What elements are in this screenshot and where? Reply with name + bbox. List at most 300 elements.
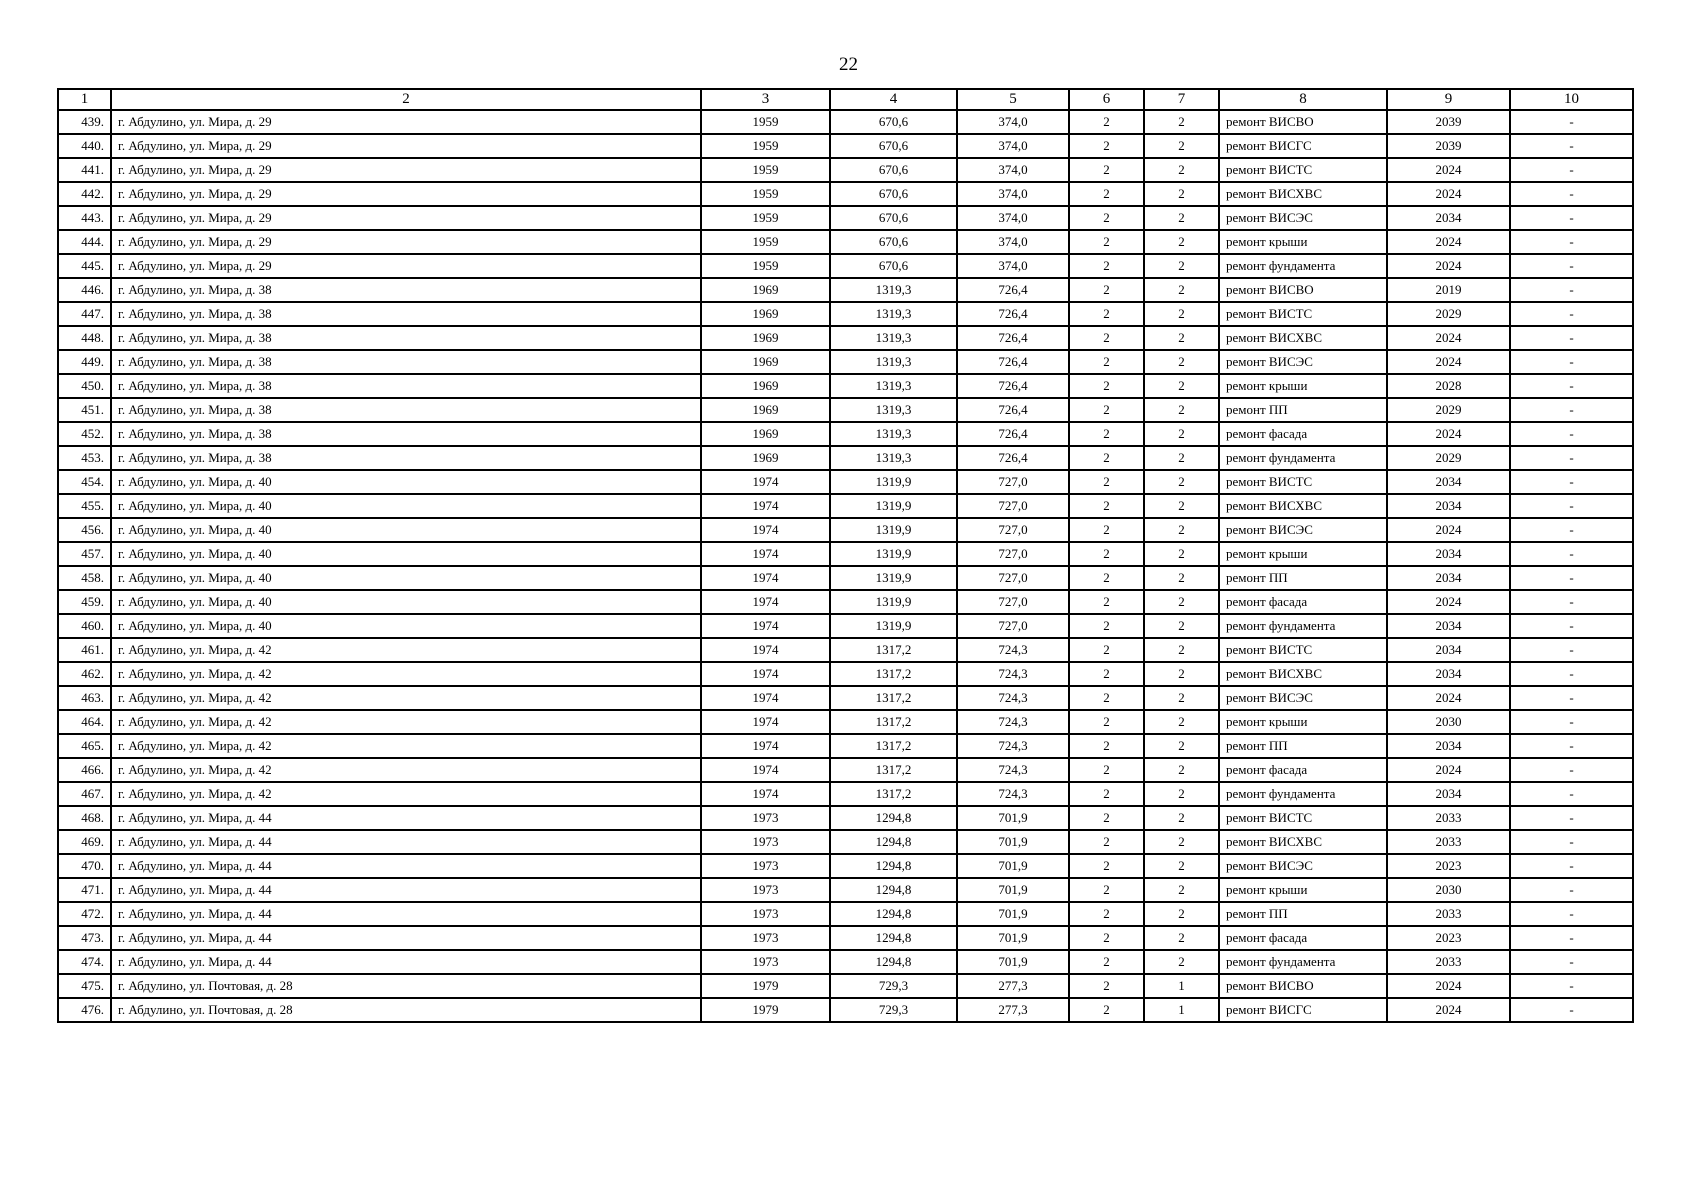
row-number-cell: 442. xyxy=(58,182,111,206)
address-cell: г. Абдулино, ул. Мира, д. 44 xyxy=(111,902,701,926)
floors-cell: 2 xyxy=(1069,398,1144,422)
year-built-cell: 1974 xyxy=(701,686,830,710)
planned-year-cell: 2034 xyxy=(1387,206,1510,230)
planned-year-cell: 2023 xyxy=(1387,926,1510,950)
row-number-cell: 462. xyxy=(58,662,111,686)
work-type-cell: ремонт ВИСТС xyxy=(1219,158,1387,182)
address-cell: г. Абдулино, ул. Мира, д. 38 xyxy=(111,302,701,326)
table-row xyxy=(58,758,1633,782)
work-type-cell: ремонт фундамента xyxy=(1219,950,1387,974)
year-built-cell: 1974 xyxy=(701,614,830,638)
entrances-cell: 2 xyxy=(1144,470,1219,494)
floors-cell: 2 xyxy=(1069,542,1144,566)
table-row xyxy=(58,686,1633,710)
note-cell: - xyxy=(1510,950,1633,974)
address-cell: г. Абдулино, ул. Мира, д. 38 xyxy=(111,446,701,470)
work-type-cell: ремонт фундамента xyxy=(1219,254,1387,278)
year-built-cell: 1959 xyxy=(701,182,830,206)
living-area-cell: 724,3 xyxy=(957,662,1069,686)
entrances-cell: 2 xyxy=(1144,566,1219,590)
work-type-cell: ремонт ВИСЭС xyxy=(1219,686,1387,710)
row-number-cell: 465. xyxy=(58,734,111,758)
address-cell: г. Абдулино, ул. Мира, д. 40 xyxy=(111,590,701,614)
row-number-cell: 455. xyxy=(58,494,111,518)
work-type-cell: ремонт крыши xyxy=(1219,374,1387,398)
planned-year-cell: 2034 xyxy=(1387,782,1510,806)
row-number-cell: 456. xyxy=(58,518,111,542)
planned-year-cell: 2033 xyxy=(1387,806,1510,830)
table-row xyxy=(58,494,1633,518)
table-row xyxy=(58,278,1633,302)
work-type-cell: ремонт ПП xyxy=(1219,566,1387,590)
total-area-cell: 1319,9 xyxy=(830,542,957,566)
total-area-cell: 1294,8 xyxy=(830,950,957,974)
work-type-cell: ремонт ВИСВО xyxy=(1219,110,1387,134)
floors-cell: 2 xyxy=(1069,470,1144,494)
table-row xyxy=(58,638,1633,662)
row-number-cell: 453. xyxy=(58,446,111,470)
address-cell: г. Абдулино, ул. Мира, д. 42 xyxy=(111,758,701,782)
living-area-cell: 701,9 xyxy=(957,830,1069,854)
floors-cell: 2 xyxy=(1069,134,1144,158)
year-built-cell: 1974 xyxy=(701,518,830,542)
row-number-cell: 439. xyxy=(58,110,111,134)
total-area-cell: 1294,8 xyxy=(830,854,957,878)
total-area-cell: 1319,9 xyxy=(830,494,957,518)
living-area-cell: 726,4 xyxy=(957,446,1069,470)
floors-cell: 2 xyxy=(1069,734,1144,758)
floors-cell: 2 xyxy=(1069,254,1144,278)
address-cell: г. Абдулино, ул. Мира, д. 40 xyxy=(111,614,701,638)
living-area-cell: 727,0 xyxy=(957,614,1069,638)
planned-year-cell: 2033 xyxy=(1387,902,1510,926)
address-cell: г. Абдулино, ул. Мира, д. 29 xyxy=(111,254,701,278)
planned-year-cell: 2024 xyxy=(1387,350,1510,374)
row-number-cell: 472. xyxy=(58,902,111,926)
entrances-cell: 2 xyxy=(1144,278,1219,302)
entrances-cell: 2 xyxy=(1144,926,1219,950)
work-type-cell: ремонт ВИСЭС xyxy=(1219,518,1387,542)
work-type-cell: ремонт ВИСТС xyxy=(1219,638,1387,662)
planned-year-cell: 2034 xyxy=(1387,494,1510,518)
planned-year-cell: 2024 xyxy=(1387,590,1510,614)
work-type-cell: ремонт ВИСХВС xyxy=(1219,830,1387,854)
planned-year-cell: 2029 xyxy=(1387,398,1510,422)
table-row xyxy=(58,302,1633,326)
row-number-cell: 457. xyxy=(58,542,111,566)
living-area-cell: 724,3 xyxy=(957,734,1069,758)
floors-cell: 2 xyxy=(1069,566,1144,590)
work-type-cell: ремонт фундамента xyxy=(1219,782,1387,806)
floors-cell: 2 xyxy=(1069,518,1144,542)
work-type-cell: ремонт ВИСГС xyxy=(1219,998,1387,1022)
entrances-cell: 2 xyxy=(1144,806,1219,830)
total-area-cell: 1294,8 xyxy=(830,926,957,950)
address-cell: г. Абдулино, ул. Мира, д. 29 xyxy=(111,110,701,134)
entrances-cell: 2 xyxy=(1144,878,1219,902)
note-cell: - xyxy=(1510,422,1633,446)
row-number-cell: 474. xyxy=(58,950,111,974)
planned-year-cell: 2034 xyxy=(1387,662,1510,686)
living-area-cell: 727,0 xyxy=(957,542,1069,566)
year-built-cell: 1969 xyxy=(701,398,830,422)
column-header: 9 xyxy=(1387,89,1510,110)
note-cell: - xyxy=(1510,230,1633,254)
planned-year-cell: 2024 xyxy=(1387,326,1510,350)
entrances-cell: 1 xyxy=(1144,974,1219,998)
total-area-cell: 1319,9 xyxy=(830,566,957,590)
total-area-cell: 1319,9 xyxy=(830,614,957,638)
table-row xyxy=(58,230,1633,254)
living-area-cell: 374,0 xyxy=(957,134,1069,158)
floors-cell: 2 xyxy=(1069,110,1144,134)
floors-cell: 2 xyxy=(1069,446,1144,470)
address-cell: г. Абдулино, ул. Мира, д. 44 xyxy=(111,854,701,878)
table-row xyxy=(58,614,1633,638)
address-cell: г. Абдулино, ул. Мира, д. 42 xyxy=(111,782,701,806)
note-cell: - xyxy=(1510,902,1633,926)
entrances-cell: 1 xyxy=(1144,998,1219,1022)
year-built-cell: 1974 xyxy=(701,782,830,806)
address-cell: г. Абдулино, ул. Мира, д. 44 xyxy=(111,806,701,830)
row-number-cell: 459. xyxy=(58,590,111,614)
row-number-cell: 454. xyxy=(58,470,111,494)
work-type-cell: ремонт крыши xyxy=(1219,878,1387,902)
column-header: 4 xyxy=(830,89,957,110)
entrances-cell: 2 xyxy=(1144,710,1219,734)
total-area-cell: 1319,3 xyxy=(830,398,957,422)
living-area-cell: 374,0 xyxy=(957,230,1069,254)
entrances-cell: 2 xyxy=(1144,662,1219,686)
total-area-cell: 1317,2 xyxy=(830,710,957,734)
living-area-cell: 726,4 xyxy=(957,326,1069,350)
entrances-cell: 2 xyxy=(1144,734,1219,758)
year-built-cell: 1973 xyxy=(701,830,830,854)
total-area-cell: 670,6 xyxy=(830,254,957,278)
address-cell: г. Абдулино, ул. Почтовая, д. 28 xyxy=(111,998,701,1022)
year-built-cell: 1959 xyxy=(701,158,830,182)
floors-cell: 2 xyxy=(1069,830,1144,854)
floors-cell: 2 xyxy=(1069,590,1144,614)
year-built-cell: 1974 xyxy=(701,590,830,614)
note-cell: - xyxy=(1510,110,1633,134)
living-area-cell: 701,9 xyxy=(957,854,1069,878)
address-cell: г. Абдулино, ул. Мира, д. 40 xyxy=(111,470,701,494)
work-type-cell: ремонт ВИСХВС xyxy=(1219,326,1387,350)
work-type-cell: ремонт ВИСЭС xyxy=(1219,350,1387,374)
work-type-cell: ремонт ВИСТС xyxy=(1219,470,1387,494)
total-area-cell: 1317,2 xyxy=(830,686,957,710)
table-row xyxy=(58,158,1633,182)
floors-cell: 2 xyxy=(1069,950,1144,974)
living-area-cell: 374,0 xyxy=(957,254,1069,278)
table-row xyxy=(58,950,1633,974)
work-type-cell: ремонт крыши xyxy=(1219,542,1387,566)
living-area-cell: 727,0 xyxy=(957,590,1069,614)
table-row xyxy=(58,566,1633,590)
column-header: 7 xyxy=(1144,89,1219,110)
row-number-cell: 467. xyxy=(58,782,111,806)
living-area-cell: 724,3 xyxy=(957,686,1069,710)
planned-year-cell: 2034 xyxy=(1387,734,1510,758)
address-cell: г. Абдулино, ул. Мира, д. 38 xyxy=(111,278,701,302)
table-row xyxy=(58,326,1633,350)
planned-year-cell: 2024 xyxy=(1387,230,1510,254)
planned-year-cell: 2024 xyxy=(1387,518,1510,542)
floors-cell: 2 xyxy=(1069,182,1144,206)
note-cell: - xyxy=(1510,566,1633,590)
total-area-cell: 1317,2 xyxy=(830,638,957,662)
table-row xyxy=(58,518,1633,542)
table-row xyxy=(58,350,1633,374)
address-cell: г. Абдулино, ул. Мира, д. 38 xyxy=(111,374,701,398)
row-number-cell: 452. xyxy=(58,422,111,446)
table-row xyxy=(58,926,1633,950)
row-number-cell: 466. xyxy=(58,758,111,782)
entrances-cell: 2 xyxy=(1144,182,1219,206)
planned-year-cell: 2024 xyxy=(1387,998,1510,1022)
entrances-cell: 2 xyxy=(1144,614,1219,638)
row-number-cell: 464. xyxy=(58,710,111,734)
row-number-cell: 451. xyxy=(58,398,111,422)
row-number-cell: 469. xyxy=(58,830,111,854)
work-type-cell: ремонт фасада xyxy=(1219,758,1387,782)
floors-cell: 2 xyxy=(1069,782,1144,806)
row-number-cell: 475. xyxy=(58,974,111,998)
work-type-cell: ремонт ВИСВО xyxy=(1219,974,1387,998)
living-area-cell: 374,0 xyxy=(957,182,1069,206)
table-row xyxy=(58,830,1633,854)
planned-year-cell: 2039 xyxy=(1387,134,1510,158)
floors-cell: 2 xyxy=(1069,494,1144,518)
note-cell: - xyxy=(1510,326,1633,350)
floors-cell: 2 xyxy=(1069,614,1144,638)
address-cell: г. Абдулино, ул. Мира, д. 38 xyxy=(111,326,701,350)
floors-cell: 2 xyxy=(1069,902,1144,926)
address-cell: г. Абдулино, ул. Мира, д. 40 xyxy=(111,518,701,542)
note-cell: - xyxy=(1510,398,1633,422)
year-built-cell: 1974 xyxy=(701,638,830,662)
planned-year-cell: 2024 xyxy=(1387,182,1510,206)
floors-cell: 2 xyxy=(1069,422,1144,446)
table-row xyxy=(58,806,1633,830)
year-built-cell: 1974 xyxy=(701,662,830,686)
living-area-cell: 726,4 xyxy=(957,398,1069,422)
work-type-cell: ремонт ВИСТС xyxy=(1219,302,1387,326)
living-area-cell: 701,9 xyxy=(957,806,1069,830)
work-type-cell: ремонт крыши xyxy=(1219,230,1387,254)
planned-year-cell: 2034 xyxy=(1387,470,1510,494)
row-number-cell: 447. xyxy=(58,302,111,326)
table-row xyxy=(58,782,1633,806)
entrances-cell: 2 xyxy=(1144,398,1219,422)
work-type-cell: ремонт ПП xyxy=(1219,902,1387,926)
column-header: 1 xyxy=(58,89,111,110)
note-cell: - xyxy=(1510,158,1633,182)
entrances-cell: 2 xyxy=(1144,542,1219,566)
year-built-cell: 1969 xyxy=(701,446,830,470)
table-row xyxy=(58,446,1633,470)
note-cell: - xyxy=(1510,446,1633,470)
entrances-cell: 2 xyxy=(1144,350,1219,374)
column-header: 5 xyxy=(957,89,1069,110)
year-built-cell: 1973 xyxy=(701,950,830,974)
floors-cell: 2 xyxy=(1069,806,1144,830)
year-built-cell: 1969 xyxy=(701,302,830,326)
table-row xyxy=(58,590,1633,614)
entrances-cell: 2 xyxy=(1144,254,1219,278)
floors-cell: 2 xyxy=(1069,158,1144,182)
living-area-cell: 727,0 xyxy=(957,518,1069,542)
year-built-cell: 1974 xyxy=(701,566,830,590)
floors-cell: 2 xyxy=(1069,278,1144,302)
living-area-cell: 701,9 xyxy=(957,926,1069,950)
floors-cell: 2 xyxy=(1069,758,1144,782)
floors-cell: 2 xyxy=(1069,662,1144,686)
floors-cell: 2 xyxy=(1069,974,1144,998)
entrances-cell: 2 xyxy=(1144,854,1219,878)
note-cell: - xyxy=(1510,782,1633,806)
living-area-cell: 277,3 xyxy=(957,998,1069,1022)
work-type-cell: ремонт ВИСЭС xyxy=(1219,206,1387,230)
living-area-cell: 726,4 xyxy=(957,350,1069,374)
row-number-cell: 473. xyxy=(58,926,111,950)
planned-year-cell: 2024 xyxy=(1387,422,1510,446)
year-built-cell: 1959 xyxy=(701,254,830,278)
address-cell: г. Абдулино, ул. Почтовая, д. 28 xyxy=(111,974,701,998)
address-cell: г. Абдулино, ул. Мира, д. 29 xyxy=(111,206,701,230)
floors-cell: 2 xyxy=(1069,326,1144,350)
row-number-cell: 441. xyxy=(58,158,111,182)
total-area-cell: 670,6 xyxy=(830,206,957,230)
table-row xyxy=(58,374,1633,398)
address-cell: г. Абдулино, ул. Мира, д. 29 xyxy=(111,158,701,182)
year-built-cell: 1973 xyxy=(701,878,830,902)
table-row xyxy=(58,854,1633,878)
living-area-cell: 701,9 xyxy=(957,902,1069,926)
total-area-cell: 670,6 xyxy=(830,110,957,134)
floors-cell: 2 xyxy=(1069,710,1144,734)
work-type-cell: ремонт ВИСЭС xyxy=(1219,854,1387,878)
floors-cell: 2 xyxy=(1069,686,1144,710)
year-built-cell: 1974 xyxy=(701,710,830,734)
work-type-cell: ремонт ВИСГС xyxy=(1219,134,1387,158)
table-row xyxy=(58,710,1633,734)
row-number-cell: 446. xyxy=(58,278,111,302)
floors-cell: 2 xyxy=(1069,926,1144,950)
note-cell: - xyxy=(1510,494,1633,518)
table-row xyxy=(58,878,1633,902)
table-row xyxy=(58,974,1633,998)
address-cell: г. Абдулино, ул. Мира, д. 44 xyxy=(111,830,701,854)
column-header: 3 xyxy=(701,89,830,110)
note-cell: - xyxy=(1510,302,1633,326)
note-cell: - xyxy=(1510,254,1633,278)
total-area-cell: 1294,8 xyxy=(830,806,957,830)
planned-year-cell: 2024 xyxy=(1387,254,1510,278)
total-area-cell: 1317,2 xyxy=(830,662,957,686)
row-number-cell: 449. xyxy=(58,350,111,374)
year-built-cell: 1969 xyxy=(701,374,830,398)
column-header: 2 xyxy=(111,89,701,110)
note-cell: - xyxy=(1510,758,1633,782)
total-area-cell: 1319,3 xyxy=(830,374,957,398)
planned-year-cell: 2030 xyxy=(1387,878,1510,902)
total-area-cell: 1319,3 xyxy=(830,446,957,470)
table-row xyxy=(58,134,1633,158)
entrances-cell: 2 xyxy=(1144,758,1219,782)
row-number-cell: 440. xyxy=(58,134,111,158)
note-cell: - xyxy=(1510,134,1633,158)
work-type-cell: ремонт ВИСТС xyxy=(1219,806,1387,830)
note-cell: - xyxy=(1510,998,1633,1022)
living-area-cell: 727,0 xyxy=(957,494,1069,518)
address-cell: г. Абдулино, ул. Мира, д. 29 xyxy=(111,134,701,158)
entrances-cell: 2 xyxy=(1144,494,1219,518)
row-number-cell: 468. xyxy=(58,806,111,830)
planned-year-cell: 2024 xyxy=(1387,158,1510,182)
planned-year-cell: 2030 xyxy=(1387,710,1510,734)
column-header: 6 xyxy=(1069,89,1144,110)
floors-cell: 2 xyxy=(1069,230,1144,254)
total-area-cell: 670,6 xyxy=(830,158,957,182)
entrances-cell: 2 xyxy=(1144,950,1219,974)
address-cell: г. Абдулино, ул. Мира, д. 42 xyxy=(111,710,701,734)
entrances-cell: 2 xyxy=(1144,158,1219,182)
planned-year-cell: 2028 xyxy=(1387,374,1510,398)
entrances-cell: 2 xyxy=(1144,326,1219,350)
work-type-cell: ремонт ВИСВО xyxy=(1219,278,1387,302)
living-area-cell: 726,4 xyxy=(957,278,1069,302)
year-built-cell: 1974 xyxy=(701,542,830,566)
entrances-cell: 2 xyxy=(1144,110,1219,134)
total-area-cell: 729,3 xyxy=(830,998,957,1022)
work-type-cell: ремонт ВИСХВС xyxy=(1219,182,1387,206)
planned-year-cell: 2029 xyxy=(1387,302,1510,326)
note-cell: - xyxy=(1510,470,1633,494)
entrances-cell: 2 xyxy=(1144,134,1219,158)
address-cell: г. Абдулино, ул. Мира, д. 42 xyxy=(111,638,701,662)
planned-year-cell: 2039 xyxy=(1387,110,1510,134)
table-row xyxy=(58,206,1633,230)
year-built-cell: 1973 xyxy=(701,926,830,950)
note-cell: - xyxy=(1510,182,1633,206)
work-type-cell: ремонт фасада xyxy=(1219,926,1387,950)
note-cell: - xyxy=(1510,854,1633,878)
note-cell: - xyxy=(1510,374,1633,398)
living-area-cell: 726,4 xyxy=(957,422,1069,446)
year-built-cell: 1974 xyxy=(701,470,830,494)
planned-year-cell: 2024 xyxy=(1387,686,1510,710)
living-area-cell: 724,3 xyxy=(957,710,1069,734)
address-cell: г. Абдулино, ул. Мира, д. 44 xyxy=(111,950,701,974)
address-cell: г. Абдулино, ул. Мира, д. 29 xyxy=(111,182,701,206)
total-area-cell: 1319,9 xyxy=(830,590,957,614)
note-cell: - xyxy=(1510,806,1633,830)
year-built-cell: 1974 xyxy=(701,734,830,758)
note-cell: - xyxy=(1510,686,1633,710)
row-number-cell: 471. xyxy=(58,878,111,902)
year-built-cell: 1973 xyxy=(701,902,830,926)
total-area-cell: 1319,3 xyxy=(830,326,957,350)
year-built-cell: 1969 xyxy=(701,278,830,302)
note-cell: - xyxy=(1510,734,1633,758)
note-cell: - xyxy=(1510,590,1633,614)
note-cell: - xyxy=(1510,830,1633,854)
total-area-cell: 1294,8 xyxy=(830,878,957,902)
planned-year-cell: 2024 xyxy=(1387,758,1510,782)
note-cell: - xyxy=(1510,878,1633,902)
